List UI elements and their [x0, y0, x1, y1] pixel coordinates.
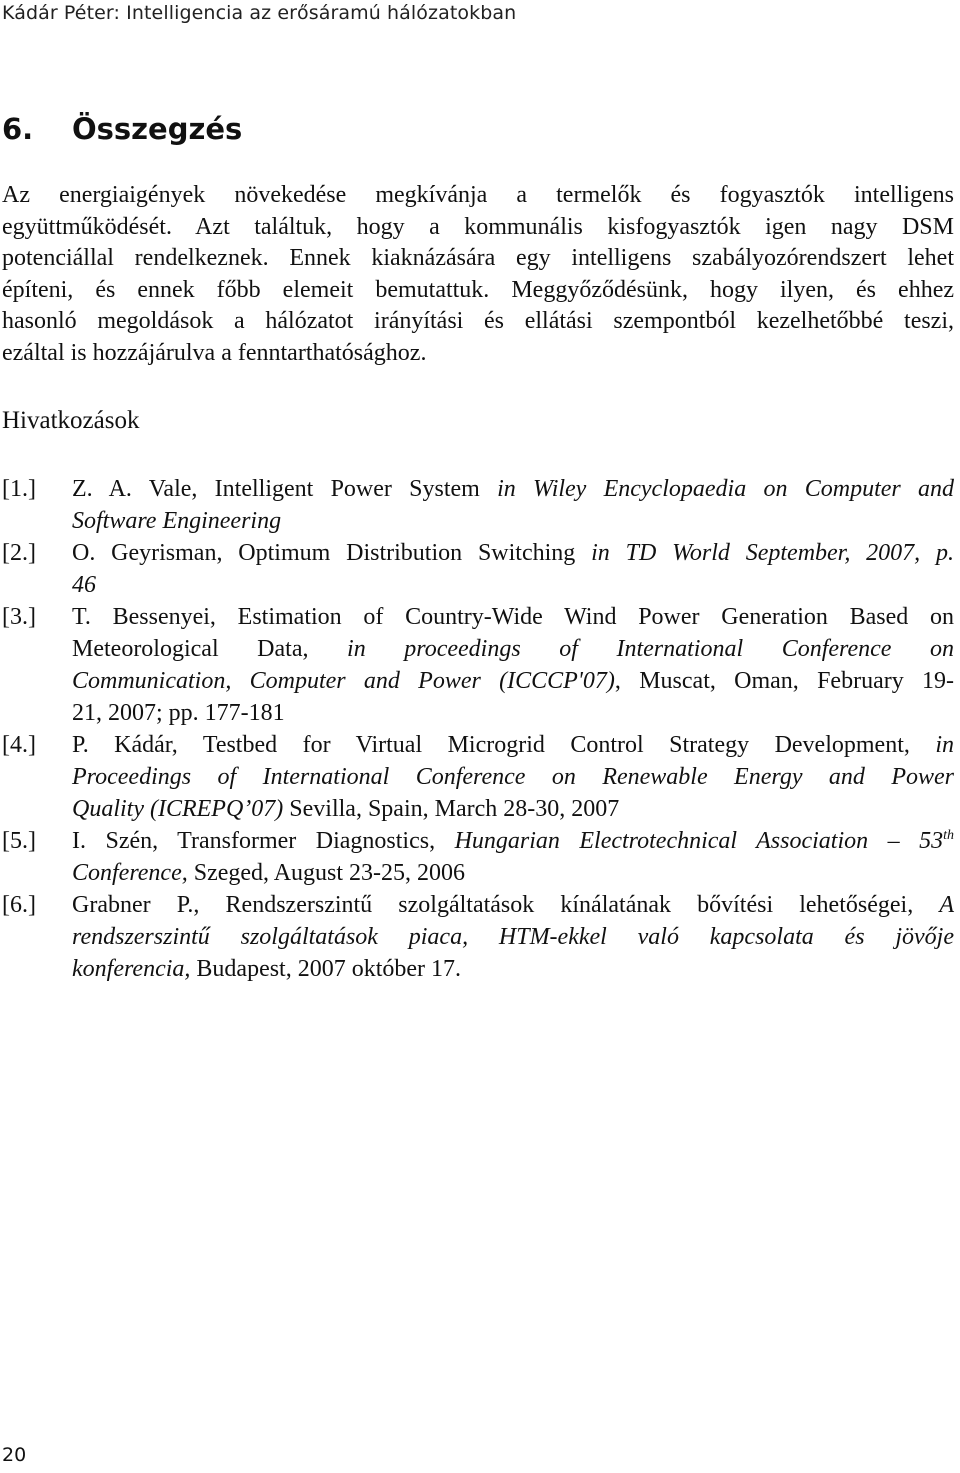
reference-line — [72, 793, 954, 825]
reference-text: Hungarian Electrotechnical Association – 53 — [454, 828, 944, 854]
reference-label: [4.] — [2, 732, 36, 758]
reference-label: [6.] — [2, 892, 36, 918]
reference-line — [72, 889, 954, 921]
summary-line: potenciállal rendelkeznek. Ennek kiaknázására egy intelligens szabályozórendszert lehet — [2, 245, 954, 271]
reference-text: in — [935, 732, 954, 758]
reference-text: Szeged, August 23-25, 2006 — [187, 860, 466, 886]
reference-line — [72, 665, 954, 697]
reference-line — [72, 729, 954, 761]
reference-text: Software Engineering — [72, 508, 282, 534]
summary-line: ezáltal is hozzájárulva a fenntarthatósághoz. — [2, 339, 427, 366]
reference-text: in proceedings of International Conference on — [347, 636, 954, 662]
reference-text: 21, 2007; pp. 177-181 — [72, 700, 285, 726]
reference-label: [3.] — [2, 604, 36, 630]
reference-line — [72, 569, 954, 601]
reference-superscript: th — [943, 828, 954, 843]
section-title: Összegzés — [72, 112, 243, 146]
section-number: 6. — [2, 112, 34, 146]
reference-line — [72, 697, 954, 729]
running-header: Kádár Péter: Intelligencia az erősáramú hálózatokban — [2, 2, 517, 24]
reference-text: Meteorological Data, — [72, 636, 348, 662]
reference-line — [72, 921, 954, 953]
reference-text: Sevilla, Spain, March 28-30, 2007 — [283, 796, 620, 822]
reference-text: O. Geyrisman, Optimum Distribution Switching — [72, 540, 592, 566]
reference-text: Conference, — [72, 860, 188, 886]
reference-line — [72, 761, 954, 793]
reference-text: I. Szén, Transformer Diagnostics, — [72, 828, 455, 854]
reference-text: Budapest, 2007 október 17. — [190, 956, 462, 982]
reference-line — [72, 537, 954, 569]
reference-text: konferencia, — [72, 956, 191, 982]
reference-text: 46 — [72, 572, 96, 598]
reference-item — [2, 889, 954, 985]
reference-text: Proceedings of International Conference on Renewable Energy and Power — [72, 764, 954, 790]
reference-text: Communication, Computer and Power (ICCCP'07) — [72, 668, 615, 694]
summary-paragraph — [2, 180, 954, 369]
references-heading: Hivatkozások — [2, 407, 140, 434]
reference-line — [72, 953, 954, 985]
summary-line: építeni, és ennek főbb elemeit bemutattuk. Meggyőződésünk, hogy ilyen, és ehhez — [2, 276, 954, 303]
reference-text: P. Kádár, Testbed for Virtual Microgrid Control Strategy Development, — [72, 732, 936, 758]
section-heading — [2, 112, 242, 146]
reference-item — [2, 473, 954, 537]
reference-text: A — [939, 892, 954, 918]
reference-text: Z. A. Vale, Intelligent Power System — [72, 476, 498, 502]
reference-line — [72, 857, 954, 889]
reference-line — [72, 505, 954, 537]
summary-line: együttműködését. Azt találtuk, hogy a kommunális kisfogyasztók igen nagy DSM — [2, 213, 954, 240]
reference-label: [5.] — [2, 828, 36, 854]
reference-label: [2.] — [2, 540, 36, 566]
page-number: 20 — [2, 1444, 27, 1466]
reference-text: T. Bessenyei, Estimation of Country-Wide Wind Power Generation Based on — [72, 604, 954, 630]
summary-line: hasonló megoldások a hálózatot irányítási és ellátási szempontból kezelhetőbbé teszi, — [2, 308, 954, 334]
reference-line — [72, 473, 954, 505]
reference-item — [2, 825, 954, 889]
reference-text: Quality (ICREPQ’07) — [72, 796, 284, 822]
reference-list — [2, 473, 954, 985]
reference-text: in TD World September, 2007, p. — [591, 540, 955, 566]
reference-text: in Wiley Encyclopaedia on Computer and — [497, 476, 954, 502]
reference-line — [72, 633, 954, 665]
reference-line — [72, 825, 954, 857]
reference-line — [72, 601, 954, 633]
reference-text: rendszerszintű szolgáltatások piaca, HTM-ekkel való kapcsolata és jövője — [72, 924, 954, 950]
reference-item — [2, 729, 954, 825]
reference-text: , Muscat, Oman, February 19- — [614, 668, 954, 694]
reference-label: [1.] — [2, 476, 36, 502]
reference-item — [2, 537, 954, 601]
summary-line: Az energiaigények növekedése megkívánja a termelők és fogyasztók intelligens — [2, 182, 954, 208]
reference-item — [2, 601, 954, 729]
reference-text: Grabner P., Rendszerszintű szolgáltatások kínálatának bővítési lehetőségei, — [72, 892, 940, 918]
